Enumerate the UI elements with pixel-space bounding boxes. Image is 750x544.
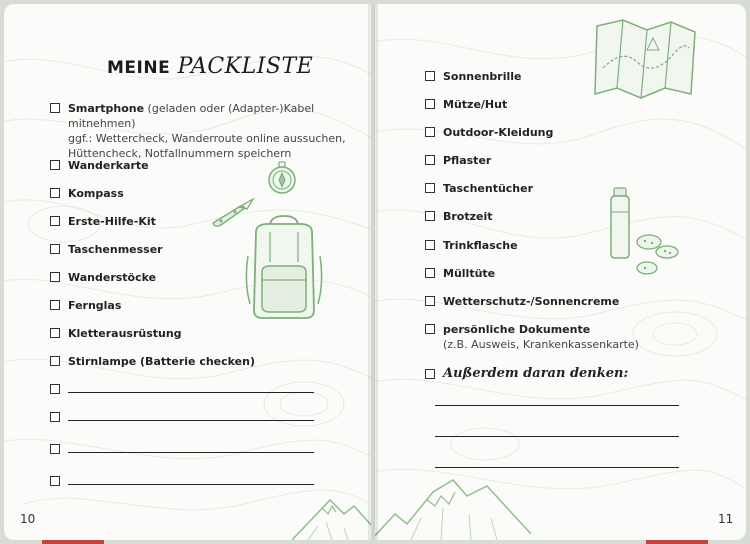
write-in-line[interactable]	[68, 452, 314, 453]
checkbox[interactable]	[425, 155, 435, 165]
backpack-icon	[240, 212, 328, 322]
checklist-item	[425, 266, 495, 281]
checkbox[interactable]	[50, 272, 60, 282]
checkbox[interactable]	[50, 444, 60, 454]
item-label: Fernglas	[68, 299, 122, 312]
checkbox[interactable]	[50, 160, 60, 170]
checklist-item	[50, 158, 149, 173]
item-label: Pflaster	[443, 154, 492, 167]
checklist-item	[425, 153, 491, 168]
checklist-item	[50, 354, 255, 369]
write-in-line[interactable]	[435, 467, 679, 468]
item-label: Erste-Hilfe-Kit	[68, 215, 156, 228]
checklist-item	[50, 242, 163, 257]
checkbox[interactable]	[425, 268, 435, 278]
blank-checklist-item	[50, 382, 68, 394]
item-label: Trinkflasche	[443, 239, 518, 252]
title-word-2: PACKLISTE	[177, 54, 314, 79]
left-page	[4, 4, 371, 540]
checklist-item-documents	[425, 322, 639, 352]
item-label: Stirnlampe (Batterie checken)	[68, 355, 255, 368]
item-label: Kompass	[68, 187, 124, 200]
checkbox[interactable]	[425, 71, 435, 81]
item-label: Wanderkarte	[68, 159, 149, 172]
write-in-line[interactable]	[68, 484, 314, 485]
mountain-illustration-left	[292, 492, 371, 540]
item-label: Outdoor-Kleidung	[443, 126, 554, 139]
checkbox[interactable]	[50, 216, 60, 226]
checklist-item	[50, 270, 156, 285]
checkbox[interactable]	[425, 240, 435, 250]
checklist-item	[50, 214, 156, 229]
checklist-item	[425, 125, 553, 140]
checkbox[interactable]	[50, 384, 60, 394]
item-label: Taschentücher	[443, 182, 534, 195]
checklist-item	[425, 209, 493, 224]
checklist-item	[425, 294, 619, 309]
item-label: Wetterschutz-/Sonnencreme	[443, 295, 620, 308]
checkbox[interactable]	[50, 103, 60, 113]
checkbox[interactable]	[425, 127, 435, 137]
checklist-item	[425, 97, 507, 112]
checkbox[interactable]	[50, 356, 60, 366]
blank-checklist-item	[50, 442, 68, 454]
blank-checklist-item	[50, 474, 68, 486]
cookies-icon	[631, 232, 681, 278]
write-in-line[interactable]	[435, 436, 679, 437]
book-gutter	[368, 4, 378, 540]
item-label: Kletterausrüstung	[68, 327, 182, 340]
checkbox[interactable]	[50, 476, 60, 486]
compass-icon	[266, 160, 298, 196]
blank-checklist-item	[50, 410, 68, 422]
right-page	[375, 4, 746, 540]
checkbox[interactable]	[425, 324, 435, 334]
item-note-line-1: ggf.: Wettercheck, Wanderroute online aussuchen,	[68, 132, 346, 145]
item-detail: (geladen oder (Adapter-)Kabel mitnehmen)	[68, 102, 315, 130]
checklist-item	[50, 186, 124, 201]
checkbox[interactable]	[425, 99, 435, 109]
page-number-left: 10	[20, 512, 36, 526]
checklist-item	[425, 69, 522, 84]
item-label: Sonnenbrille	[443, 70, 522, 83]
checkbox[interactable]	[50, 300, 60, 310]
map-icon	[593, 18, 699, 100]
item-note-line-2: Hüttencheck, Notfallnummern speichern	[68, 147, 292, 160]
checkbox[interactable]	[425, 183, 435, 193]
checkbox[interactable]	[50, 328, 60, 338]
item-note: (z.B. Ausweis, Krankenkassenkarte)	[443, 338, 639, 351]
title-word-1: MEINE	[107, 58, 171, 78]
item-label: Wanderstöcke	[68, 271, 157, 284]
write-in-line[interactable]	[68, 392, 314, 393]
checklist-item	[425, 181, 533, 196]
checkbox[interactable]	[50, 412, 60, 422]
checklist-item	[50, 326, 182, 341]
checkbox[interactable]	[50, 188, 60, 198]
checkbox[interactable]	[50, 244, 60, 254]
page-title	[107, 54, 313, 79]
mountain-illustration-right	[375, 474, 531, 540]
item-label: persönliche Dokumente	[443, 323, 591, 336]
write-in-line[interactable]	[435, 405, 679, 406]
item-label: Smartphone	[68, 102, 145, 115]
item-label: Mülltüte	[443, 267, 496, 280]
checkbox[interactable]	[425, 211, 435, 221]
write-in-line[interactable]	[68, 420, 314, 421]
item-label: Taschenmesser	[68, 243, 163, 256]
checklist-item	[425, 238, 518, 253]
item-label: Brotzeit	[443, 210, 493, 223]
checklist-item	[50, 298, 121, 313]
checklist-item-extra	[425, 366, 628, 381]
checklist-item-smartphone	[50, 101, 370, 161]
checkbox[interactable]	[425, 296, 435, 306]
page-number-right: 11	[718, 512, 734, 526]
bookmark-ribbon-right	[646, 540, 708, 544]
item-label: Mütze/Hut	[443, 98, 508, 111]
bookmark-ribbon-left	[42, 540, 104, 544]
extra-heading: Außerdem daran denken:	[443, 366, 629, 381]
checkbox[interactable]	[425, 369, 435, 379]
